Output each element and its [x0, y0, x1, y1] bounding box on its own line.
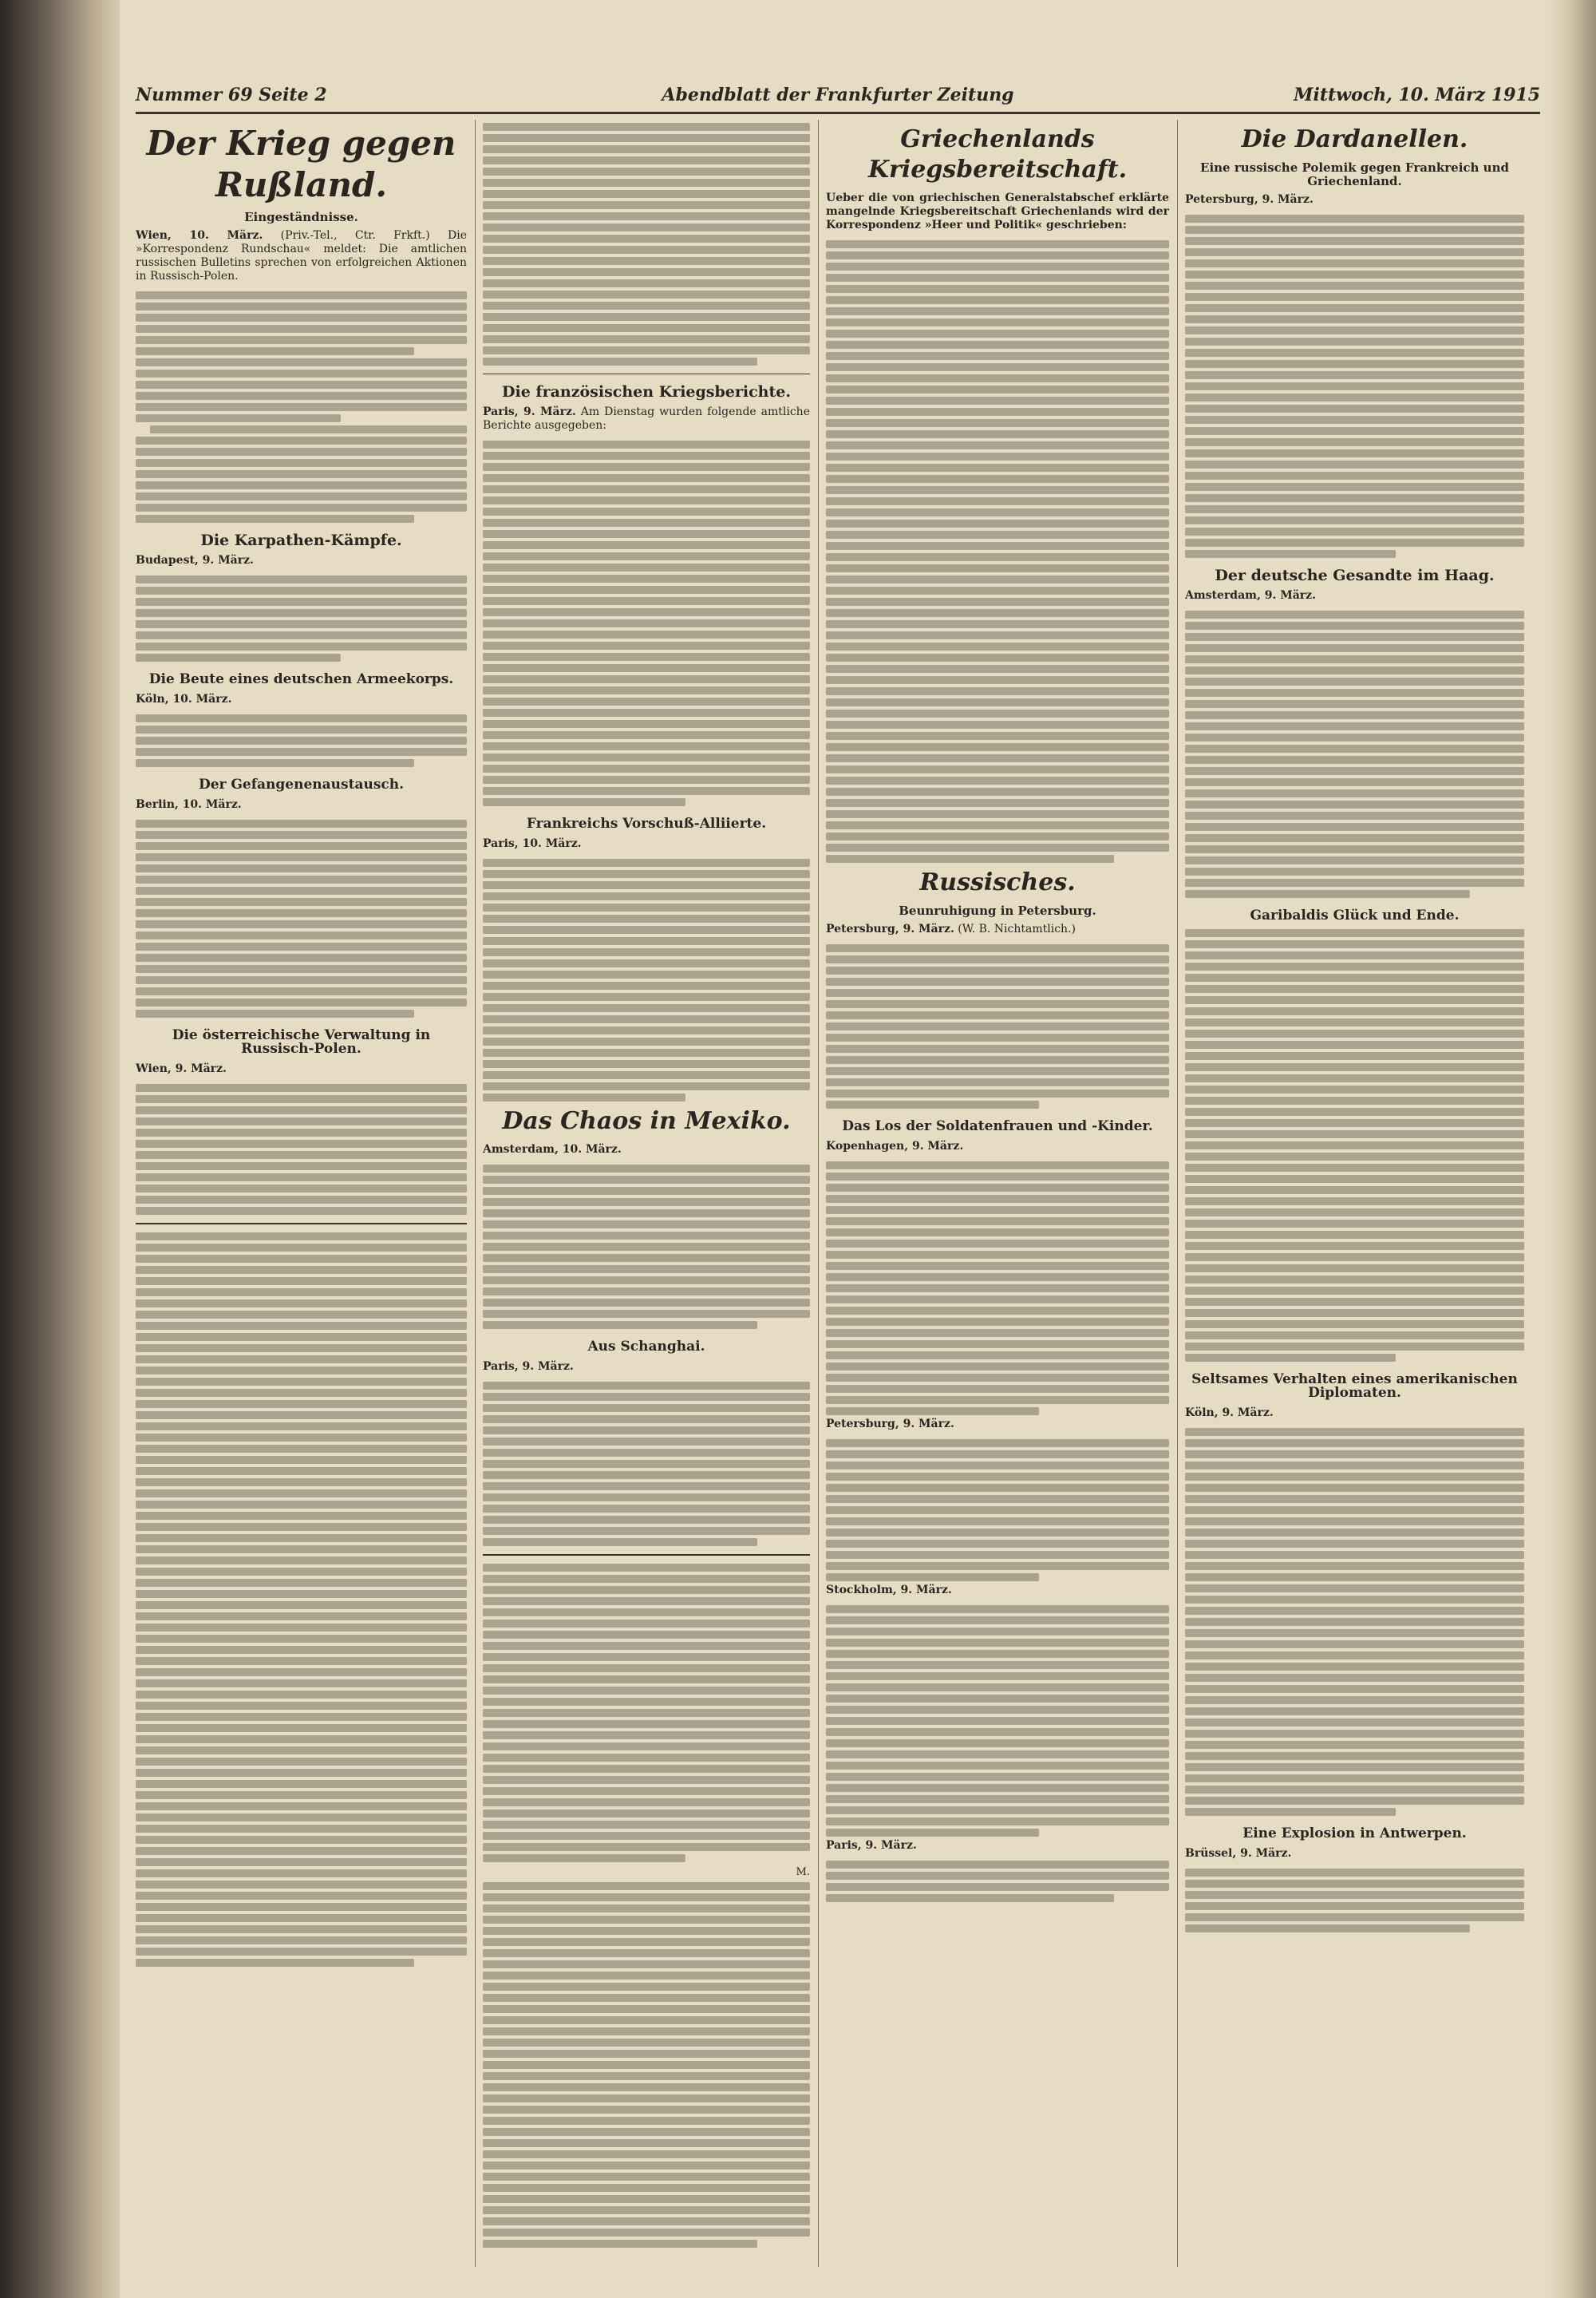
section-franzoesische-kriegsberichte: Die französischen Kriegsberichte.: [502, 383, 791, 401]
section-chaos-in-mexiko: Das Chaos in Mexiko.: [502, 1107, 791, 1135]
section-seltsames-verhalten: Seltsames Verhalten eines amerikanischen Diplomaten.: [1191, 1371, 1518, 1401]
masthead: [136, 80, 1540, 114]
section-russisches: Russisches.: [919, 868, 1076, 896]
headline-die-dardanellen: Die Dardanellen.: [1241, 125, 1468, 153]
section-vorschuss-alliierte: Frankreichs Vorschuß-Alliierte.: [526, 816, 767, 832]
section-garibaldis-glueck: Garibaldis Glück und Ende.: [1250, 908, 1460, 924]
issue-number: Nummer 69 Seite 2: [136, 85, 327, 105]
page-edge: [1548, 0, 1596, 2298]
issue-date: Mittwoch, 10. März 1915: [1294, 85, 1540, 105]
newspaper-page: [120, 0, 1596, 2298]
column-2: Die französischen Kriegsberichte. Paris, 9. März. Am Dienstag wurden folgende amtliche Berichte ausgegeben: Frankreichs Vorschuß-Alliierte. Paris, 10. März. Das Chaos in Mexiko. Amsterdam, 10. März. Aus Schanghai. Paris, 9. März. M.: [483, 120, 810, 2275]
section-beute-armeekorps: Die Beute eines deutschen Armeekorps.: [148, 671, 454, 687]
section-beunruhigung: Beunruhigung in Petersburg.: [899, 904, 1096, 918]
headline-krieg-gegen-russland: Der Krieg gegen Rußland.: [146, 124, 456, 204]
column-4: Die Dardanellen. Eine russische Polemik gegen Frankreich und Griechenland. Petersburg, 9. März. Der deutsche Gesandte im Haag. Amsterdam, 9. März. Garibaldis Glück und Ende. Seltsames Verhalten eines amerikanischen Diplomaten. Köln, 9. März. Eine Explosion in Antwerpen. Brüssel, 9. März.: [1185, 120, 1524, 2275]
section-oesterreichische-verwaltung: Die österreichische Verwaltung in Russisch-Polen.: [172, 1027, 431, 1057]
subheading-russische-polemik: Eine russische Polemik gegen Frankreich und Griechenland.: [1200, 160, 1509, 188]
column-3: Griechenlands Kriegsbereitschaft. Ueber die von griechischen Generalstabschef erklärte mangelnde Kriegsbereitschaft Griechenlands wird der Korrespondenz »Heer und Politik« geschrieben: Russisches. Beunruhigung in Petersburg. Petersburg, 9. März. (W. B. Nichtamtlich.) Das Los der Soldatenfrauen und -Kinder. Kopenhagen, 9. März. Petersburg, 9. März. Stockholm, 9. März. Paris, 9. März.: [826, 120, 1169, 2275]
subheading: Eingeständnisse.: [244, 210, 358, 224]
section-los-der-soldatenfrauen: Das Los der Soldatenfrauen und -Kinder.: [842, 1118, 1153, 1134]
section-explosion-antwerpen: Eine Explosion in Antwerpen.: [1242, 1825, 1467, 1841]
article-intro: Ueber die von griechischen Generalstabschef erklärte mangelnde Kriegsbereitschaft Griechenlands wird der Korrespondenz »Heer und Politik« geschrieben:: [826, 192, 1169, 231]
feuilleton-signature-m: M.: [796, 1866, 810, 1878]
feuilleton-middle: [483, 1564, 810, 2248]
section-aus-schanghai: Aus Schanghai.: [587, 1339, 705, 1355]
feuilleton-left: [136, 1232, 467, 1967]
section-karpathen-kaempfe: Die Karpathen-Kämpfe.: [200, 532, 402, 549]
newspaper-name: Abendblatt der Frankfurter Zeitung: [662, 85, 1014, 105]
section-deutsche-gesandte-haag: Der deutsche Gesandte im Haag.: [1215, 567, 1495, 584]
article-lead: Wien, 10. März. (Priv.-Tel., Ctr. Frkft.) Die »Korrespondenz Rundschau« meldet: Die amtlichen russischen Bulletins sprechen von erfolgreichen Aktionen in Russisch-Polen.: [136, 229, 467, 283]
headline-griechenlands-kriegsbereitschaft: Griechenlands Kriegsbereitschaft.: [867, 125, 1128, 184]
column-1: Der Krieg gegen Rußland. Eingeständnisse. Wien, 10. März. (Priv.-Tel., Ctr. Frkft.) Die »Korrespondenz Rundschau« meldet: Die amtlichen russischen Bulletins sprechen von erfolgreichen Aktionen in Russisch-Polen. Die Karpathen-Kämpfe. Budapest, 9. März. Die Beute eines deutschen Armeekorps. Köln, 10. März. Der Gefangenenaustausch. Berlin, 10. März. Die österreichische Verwaltung in Russisch-Polen. Wien, 9. März.: [136, 120, 467, 2275]
section-gefangenenaustausch: Der Gefangenenaustausch.: [198, 777, 405, 793]
book-spine: [0, 0, 120, 2298]
